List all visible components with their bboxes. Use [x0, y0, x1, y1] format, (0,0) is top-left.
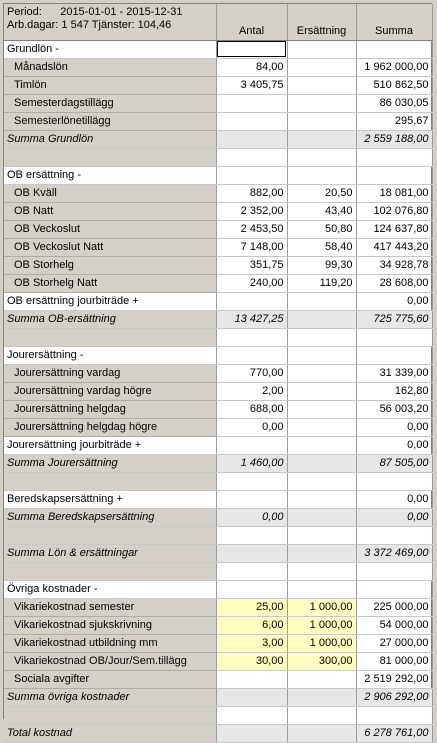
summa-cell[interactable]: 86 030,05: [356, 94, 432, 112]
ersattning-cell[interactable]: 50,80: [287, 220, 356, 238]
table-row: [4, 598, 432, 616]
antal-cell[interactable]: 2 453,50: [216, 220, 287, 238]
antal-cell: [216, 328, 287, 346]
table-row: [4, 220, 432, 238]
ersattning-cell[interactable]: [287, 382, 356, 400]
antal-cell[interactable]: 3,00: [216, 634, 287, 652]
antal-cell[interactable]: [216, 688, 287, 706]
antal-cell[interactable]: [216, 292, 287, 310]
summa-cell[interactable]: 2 519 292,00: [356, 670, 432, 688]
row-label: Vikariekostnad utbildning mm: [4, 634, 216, 652]
antal-cell: [216, 706, 287, 724]
summa-cell[interactable]: 417 443,20: [356, 238, 432, 256]
ersattning-cell[interactable]: [287, 130, 356, 148]
period-info-cell: [4, 4, 216, 40]
table-row: [4, 256, 432, 274]
summa-cell[interactable]: 27 000,00: [356, 634, 432, 652]
antal-cell[interactable]: 1 460,00: [216, 454, 287, 472]
table-row: [4, 76, 432, 94]
row-label: OB Kväll: [4, 184, 216, 202]
antal-cell[interactable]: 3 405,75: [216, 76, 287, 94]
summary-row: [4, 544, 432, 562]
row-label: [4, 706, 216, 724]
summa-cell[interactable]: 510 862,50: [356, 76, 432, 94]
row-label: Vikariekostnad sjukskrivning: [4, 616, 216, 634]
summa-cell[interactable]: [356, 346, 432, 364]
antal-cell[interactable]: [216, 544, 287, 562]
row-label: Månadslön: [4, 58, 216, 76]
summa-cell[interactable]: 162,80: [356, 382, 432, 400]
table-row: [4, 112, 432, 130]
summa-cell[interactable]: 56 003,20: [356, 400, 432, 418]
antal-cell[interactable]: 351,75: [216, 256, 287, 274]
antal-cell[interactable]: [216, 94, 287, 112]
table-row: [4, 364, 432, 382]
row-label: OB Storhelg: [4, 256, 216, 274]
summa-cell: [356, 706, 432, 724]
spacer-row: [4, 148, 432, 166]
antal-cell[interactable]: 240,00: [216, 274, 287, 292]
ersattning-cell[interactable]: [287, 94, 356, 112]
ersattning-cell: [287, 328, 356, 346]
column-header-ersattning: Ersättning: [287, 4, 356, 40]
antal-cell[interactable]: [216, 166, 287, 184]
antal-cell[interactable]: 7 148,00: [216, 238, 287, 256]
table-row: [4, 400, 432, 418]
ersattning-cell[interactable]: [287, 724, 356, 742]
summa-cell[interactable]: 102 076,80: [356, 202, 432, 220]
row-label: Vikariekostnad OB/Jour/Sem.tillägg: [4, 652, 216, 670]
table-row: [4, 238, 432, 256]
summa-cell[interactable]: 3 372 469,00: [356, 544, 432, 562]
antal-cell[interactable]: [216, 436, 287, 454]
ersattning-cell[interactable]: [287, 580, 356, 598]
summa-cell[interactable]: 0,00: [356, 292, 432, 310]
ersattning-cell: [287, 562, 356, 580]
antal-cell: [216, 472, 287, 490]
row-label: Sociala avgifter: [4, 670, 216, 688]
summa-cell[interactable]: 2 559 188,00: [356, 130, 432, 148]
cost-summary-grid: [3, 3, 432, 739]
summa-cell[interactable]: 124 637,80: [356, 220, 432, 238]
antal-cell[interactable]: [216, 130, 287, 148]
summa-cell: [356, 328, 432, 346]
workdays-line: Arb.dagar: 1 547 Tjänster: 104,46: [7, 19, 172, 31]
summa-cell[interactable]: 31 339,00: [356, 364, 432, 382]
spacer-row: [4, 706, 432, 724]
table-row: [4, 580, 432, 598]
ersattning-cell: [287, 148, 356, 166]
header-row: [4, 4, 432, 40]
ersattning-cell[interactable]: [287, 40, 356, 58]
summa-cell: [356, 472, 432, 490]
table-row: [4, 652, 432, 670]
table-row: [4, 274, 432, 292]
row-label: OB Veckoslut Natt: [4, 238, 216, 256]
table-row: [4, 292, 432, 310]
table-row: [4, 202, 432, 220]
row-label: Timlön: [4, 76, 216, 94]
ersattning-cell[interactable]: 20,50: [287, 184, 356, 202]
period-label: Period:: [7, 6, 42, 18]
antal-cell[interactable]: 688,00: [216, 400, 287, 418]
ersattning-cell[interactable]: [287, 418, 356, 436]
table-row: [4, 418, 432, 436]
antal-cell[interactable]: [216, 40, 287, 58]
summa-cell[interactable]: 81 000,00: [356, 652, 432, 670]
row-label: OB Natt: [4, 202, 216, 220]
row-label: Semesterdagstillägg: [4, 94, 216, 112]
row-label: OB Veckoslut: [4, 220, 216, 238]
summa-cell[interactable]: 6 278 761,00: [356, 724, 432, 742]
spacer-row: [4, 526, 432, 544]
row-label: Beredskapsersättning +: [4, 490, 216, 508]
row-label: Jourersättning vardag högre: [4, 382, 216, 400]
antal-cell[interactable]: 2 352,00: [216, 202, 287, 220]
antal-cell[interactable]: 0,00: [216, 418, 287, 436]
summa-cell[interactable]: [356, 580, 432, 598]
row-label: OB Storhelg Natt: [4, 274, 216, 292]
row-label: OB ersättning -: [4, 166, 216, 184]
summary-row: [4, 130, 432, 148]
summary-row: [4, 688, 432, 706]
ersattning-cell[interactable]: [287, 292, 356, 310]
ersattning-cell[interactable]: [287, 112, 356, 130]
antal-cell[interactable]: [216, 490, 287, 508]
summa-cell[interactable]: 18 081,00: [356, 184, 432, 202]
row-label: Vikariekostnad semester: [4, 598, 216, 616]
row-label: OB ersättning jourbiträde +: [4, 292, 216, 310]
row-label: [4, 148, 216, 166]
antal-cell[interactable]: 2,00: [216, 382, 287, 400]
antal-cell: [216, 562, 287, 580]
row-label: [4, 526, 216, 544]
row-label: [4, 328, 216, 346]
table-row: [4, 184, 432, 202]
antal-cell[interactable]: 13 427,25: [216, 310, 287, 328]
row-label: Semesterlönetillägg: [4, 112, 216, 130]
ersattning-cell[interactable]: 58,40: [287, 238, 356, 256]
summa-cell: [356, 526, 432, 544]
antal-cell[interactable]: 25,00: [216, 598, 287, 616]
summa-cell[interactable]: 28 608,00: [356, 274, 432, 292]
table-row: [4, 616, 432, 634]
ersattning-cell: [287, 472, 356, 490]
row-label: Summa Jourersättning: [4, 454, 216, 472]
row-label: Jourersättning jourbiträde +: [4, 436, 216, 454]
row-label: Summa OB-ersättning: [4, 310, 216, 328]
ersattning-cell[interactable]: 300,00: [287, 652, 356, 670]
antal-cell[interactable]: [216, 670, 287, 688]
row-label: Summa Grundlön: [4, 130, 216, 148]
antal-cell[interactable]: [216, 346, 287, 364]
table-row: [4, 94, 432, 112]
antal-cell[interactable]: [216, 724, 287, 742]
table-row: [4, 58, 432, 76]
ersattning-cell[interactable]: [287, 346, 356, 364]
antal-cell[interactable]: [216, 112, 287, 130]
antal-cell[interactable]: 6,00: [216, 616, 287, 634]
ersattning-cell[interactable]: 1 000,00: [287, 634, 356, 652]
ersattning-cell[interactable]: [287, 58, 356, 76]
antal-cell[interactable]: 30,00: [216, 652, 287, 670]
antal-cell[interactable]: 84,00: [216, 58, 287, 76]
ersattning-cell[interactable]: [287, 544, 356, 562]
ersattning-cell[interactable]: [287, 508, 356, 526]
summa-cell[interactable]: 0,00: [356, 436, 432, 454]
ersattning-cell[interactable]: [287, 670, 356, 688]
ersattning-cell[interactable]: 1 000,00: [287, 616, 356, 634]
table-row: [4, 490, 432, 508]
ersattning-cell[interactable]: [287, 436, 356, 454]
row-label: Jourersättning -: [4, 346, 216, 364]
ersattning-cell[interactable]: [287, 364, 356, 382]
ersattning-cell[interactable]: [287, 688, 356, 706]
summa-cell[interactable]: 295,67: [356, 112, 432, 130]
ersattning-cell: [287, 526, 356, 544]
summary-row: [4, 508, 432, 526]
antal-cell: [216, 148, 287, 166]
antal-cell[interactable]: 882,00: [216, 184, 287, 202]
row-label: [4, 472, 216, 490]
summa-cell[interactable]: 54 000,00: [356, 616, 432, 634]
ersattning-cell[interactable]: 99,30: [287, 256, 356, 274]
antal-cell: [216, 526, 287, 544]
ersattning-cell[interactable]: [287, 76, 356, 94]
ersattning-cell[interactable]: [287, 454, 356, 472]
summa-cell: [356, 148, 432, 166]
row-label: Summa övriga kostnader: [4, 688, 216, 706]
row-label: Övriga kostnader -: [4, 580, 216, 598]
ersattning-cell[interactable]: [287, 310, 356, 328]
row-label: Grundlön -: [4, 40, 216, 58]
period-value: 2015-01-01 - 2015-12-31: [60, 6, 183, 18]
row-label: Total kostnad: [4, 724, 216, 742]
table-row: [4, 346, 432, 364]
ersattning-cell[interactable]: [287, 400, 356, 418]
spacer-row: [4, 472, 432, 490]
table-row: [4, 40, 432, 58]
summa-cell[interactable]: [356, 40, 432, 58]
table-row: [4, 670, 432, 688]
ersattning-cell[interactable]: [287, 490, 356, 508]
row-label: Summa Lön & ersättningar: [4, 544, 216, 562]
antal-cell[interactable]: [216, 580, 287, 598]
ersattning-cell[interactable]: [287, 166, 356, 184]
ersattning-cell: [287, 706, 356, 724]
summa-cell[interactable]: 225 000,00: [356, 598, 432, 616]
period-line: [7, 6, 213, 19]
column-header-antal: Antal: [216, 4, 287, 40]
summa-cell[interactable]: 0,00: [356, 508, 432, 526]
ersattning-cell[interactable]: 119,20: [287, 274, 356, 292]
ersattning-cell[interactable]: 1 000,00: [287, 598, 356, 616]
spacer-row: [4, 562, 432, 580]
summary-row: [4, 724, 432, 742]
ersattning-cell[interactable]: 43,40: [287, 202, 356, 220]
summa-cell[interactable]: 2 906 292,00: [356, 688, 432, 706]
summa-cell[interactable]: 87 505,00: [356, 454, 432, 472]
row-label: Jourersättning vardag: [4, 364, 216, 382]
summa-cell[interactable]: 34 928,78: [356, 256, 432, 274]
row-label: Summa Beredskapsersättning: [4, 508, 216, 526]
row-label: Jourersättning helgdag högre: [4, 418, 216, 436]
summary-row: [4, 310, 432, 328]
spacer-row: [4, 328, 432, 346]
summary-row: [4, 454, 432, 472]
table-row: [4, 436, 432, 454]
row-label: [4, 562, 216, 580]
antal-cell[interactable]: 770,00: [216, 364, 287, 382]
table-row: [4, 634, 432, 652]
column-header-summa: Summa: [356, 4, 432, 40]
cost-table: [4, 4, 433, 743]
summa-cell[interactable]: [356, 166, 432, 184]
antal-cell[interactable]: 0,00: [216, 508, 287, 526]
row-label: Jourersättning helgdag: [4, 400, 216, 418]
summa-cell[interactable]: 0,00: [356, 418, 432, 436]
summa-cell[interactable]: 0,00: [356, 490, 432, 508]
summa-cell[interactable]: 1 962 000,00: [356, 58, 432, 76]
table-row: [4, 166, 432, 184]
table-row: [4, 382, 432, 400]
summa-cell[interactable]: 725 775,60: [356, 310, 432, 328]
summa-cell: [356, 562, 432, 580]
